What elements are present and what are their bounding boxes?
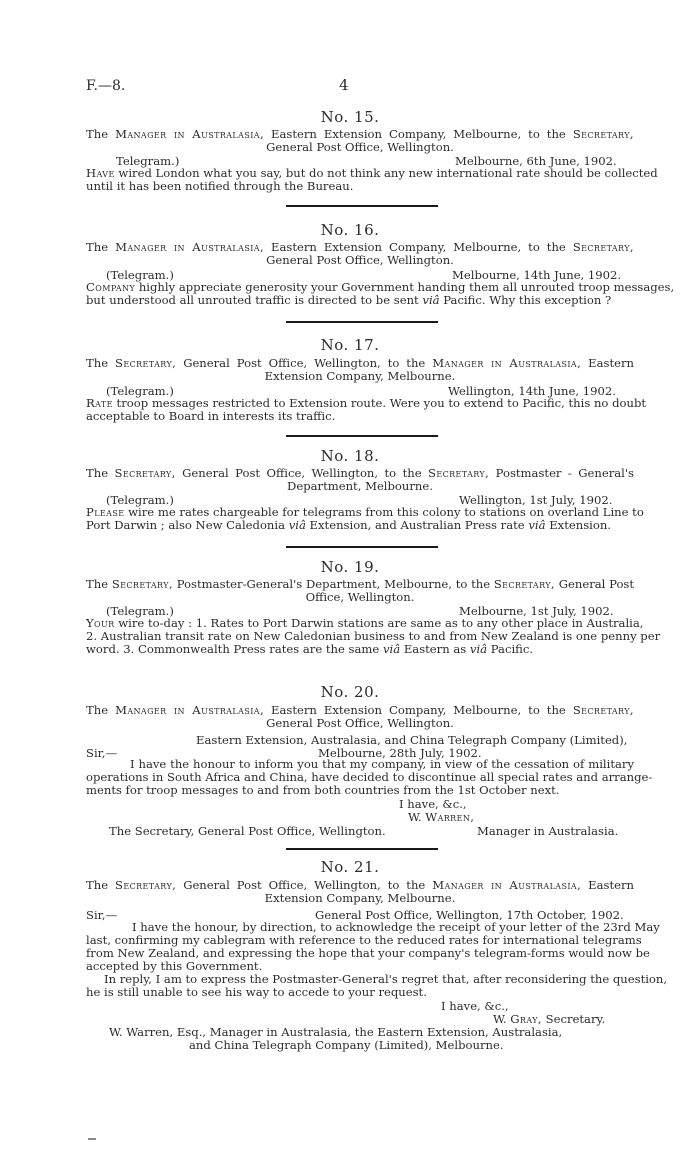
msg18-body-line2: Port Darwin ; also New Caledonia viâ Extension, and Australian Press rate viâ Extension.: [86, 518, 611, 532]
msg21-addressee-line2: and China Telegraph Company (Limited), Melbourne.: [189, 1038, 504, 1052]
message-number-16: No. 16.: [320, 221, 380, 239]
msg15-body-line1: Have wired London what you say, but do not think any new international rate should be collected: [86, 166, 658, 180]
message-number-21: No. 21.: [320, 858, 380, 876]
msg18-heading-line2: Department, Melbourne.: [287, 479, 433, 493]
msg21-body-line4: accepted by this Government.: [86, 959, 263, 973]
msg20-closing: I have, &c.,: [399, 797, 467, 811]
msg20-heading-line1: The Manager in Australasia, Eastern Extension Company, Melbourne, to the Secretary,: [86, 703, 634, 717]
msg19-body-line2: 2. Australian transit rate on New Caledonian business to and from New Zealand is one penny per: [86, 629, 661, 643]
msg16-heading-line1: The Manager in Australasia, Eastern Extension Company, Melbourne, to the Secretary,: [86, 240, 634, 254]
msg15-body-line2: until it has been notified through the Bureau.: [86, 179, 354, 193]
msg19-heading-line2: Office, Wellington.: [305, 590, 415, 604]
msg21-body-line3: from New Zealand, and expressing the hope that your company's telegram-forms would now be: [86, 946, 650, 960]
msg19-telegram-label: (Telegram.): [106, 604, 174, 618]
msg20-body-line2: operations in South Africa and China, have decided to discontinue all special rates and arrange-: [86, 770, 653, 784]
msg18-place-date: Wellington, 1st July, 1902.: [459, 493, 613, 507]
message-number-17: No. 17.: [320, 336, 380, 354]
document-reference: F.—8.: [86, 78, 126, 94]
msg21-heading-line2: Extension Company, Melbourne.: [264, 891, 456, 905]
message-number-20: No. 20.: [320, 683, 380, 701]
msg21-body-line1: I have the honour, by direction, to acknowledge the receipt of your letter of the 23rd May: [132, 920, 660, 934]
msg21-heading-line1: The Secretary, General Post Office, Wellington, to the Manager in Australasia, Eastern: [86, 878, 634, 892]
msg21-signature: W. Gray, Secretary.: [493, 1012, 606, 1026]
page-number: 4: [339, 76, 349, 94]
msg20-salutation: Sir,—: [86, 746, 118, 760]
msg15-telegram-label: Telegram.): [116, 154, 180, 168]
message-number-18: No. 18.: [320, 447, 380, 465]
msg21-closing: I have, &c.,: [441, 999, 509, 1013]
msg20-signature: W. Warren,: [408, 810, 475, 824]
msg21-body-line6: he is still unable to see his way to accede to your request.: [86, 985, 427, 999]
msg18-heading-line1: The Secretary, General Post Office, Wellington, to the Secretary, Postmaster - General's: [86, 466, 635, 480]
msg19-body-line1: Your wire to-day : 1. Rates to Port Darwin stations are same as to any other place in Australia,: [86, 616, 644, 630]
section-divider: [286, 321, 438, 323]
msg15-heading-line2: General Post Office, Wellington.: [266, 140, 454, 154]
section-divider: [286, 848, 438, 850]
msg20-body-line1: I have the honour to inform you that my company, in view of the cessation of military: [130, 757, 634, 771]
msg21-addressee-line1: W. Warren, Esq., Manager in Australasia, the Eastern Extension, Australasia,: [109, 1025, 563, 1039]
msg17-heading-line2: Extension Company, Melbourne.: [264, 369, 456, 383]
page-mark: [88, 1138, 96, 1140]
msg18-body-line1: Please wire me rates chargeable for telegrams from this colony to stations on overland Line to: [86, 505, 644, 519]
msg21-place-date: General Post Office, Wellington, 17th October, 1902.: [315, 908, 624, 922]
msg20-body-line3: ments for troop messages to and from both countries from the 1st October next.: [86, 783, 560, 797]
msg16-body-line1: Company highly appreciate generosity your Government handing them all unrouted troop messages,: [86, 280, 675, 294]
msg17-body-line1: Rate troop messages restricted to Extension route. Were you to extend to Pacific, this no doubt: [86, 396, 647, 410]
msg17-place-date: Wellington, 14th June, 1902.: [448, 384, 616, 398]
msg16-place-date: Melbourne, 14th June, 1902.: [452, 268, 622, 282]
msg20-company-name: Eastern Extension, Australasia, and China Telegraph Company (Limited),: [196, 733, 628, 747]
msg16-heading-line2: General Post Office, Wellington.: [266, 253, 454, 267]
msg17-body-line2: acceptable to Board in interests its traffic.: [86, 409, 336, 423]
message-number-19: No. 19.: [320, 558, 380, 576]
msg16-body-line2: but understood all unrouted traffic is directed to be sent viâ Pacific. Why this exception ?: [86, 293, 612, 307]
msg20-heading-line2: General Post Office, Wellington.: [266, 716, 454, 730]
msg17-heading-line1: The Secretary, General Post Office, Wellington, to the Manager in Australasia, Eastern: [86, 356, 634, 370]
msg18-telegram-label: (Telegram.): [106, 493, 174, 507]
msg21-salutation: Sir,—: [86, 908, 118, 922]
msg15-place-date: Melbourne, 6th June, 1902.: [455, 154, 617, 168]
msg19-place-date: Melbourne, 1st July, 1902.: [459, 604, 614, 618]
msg20-place-date: Melbourne, 28th July, 1902.: [318, 746, 482, 760]
section-divider: [286, 435, 438, 437]
msg20-addressee: The Secretary, General Post Office, Wellington.: [109, 824, 386, 838]
msg17-telegram-label: (Telegram.): [106, 384, 174, 398]
msg21-body-line2: last, confirming my cablegram with reference to the reduced rates for international telegrams: [86, 933, 642, 947]
section-divider: [286, 205, 438, 207]
section-divider: [286, 546, 438, 548]
msg19-heading-line1: The Secretary, Postmaster-General's Department, Melbourne, to the Secretary, General Post: [86, 577, 635, 591]
message-number-15: No. 15.: [320, 108, 380, 126]
msg20-signer-title: Manager in Australasia.: [477, 824, 619, 838]
msg16-telegram-label: (Telegram.): [106, 268, 174, 282]
msg21-body-line5: In reply, I am to express the Postmaster-General's regret that, after reconsidering the question,: [104, 972, 668, 986]
msg15-heading-line1: The Manager in Australasia, Eastern Extension Company, Melbourne, to the Secretary,: [86, 127, 634, 141]
msg19-body-line3: word. 3. Commonwealth Press rates are the same viâ Eastern as viâ Pacific.: [86, 642, 534, 656]
